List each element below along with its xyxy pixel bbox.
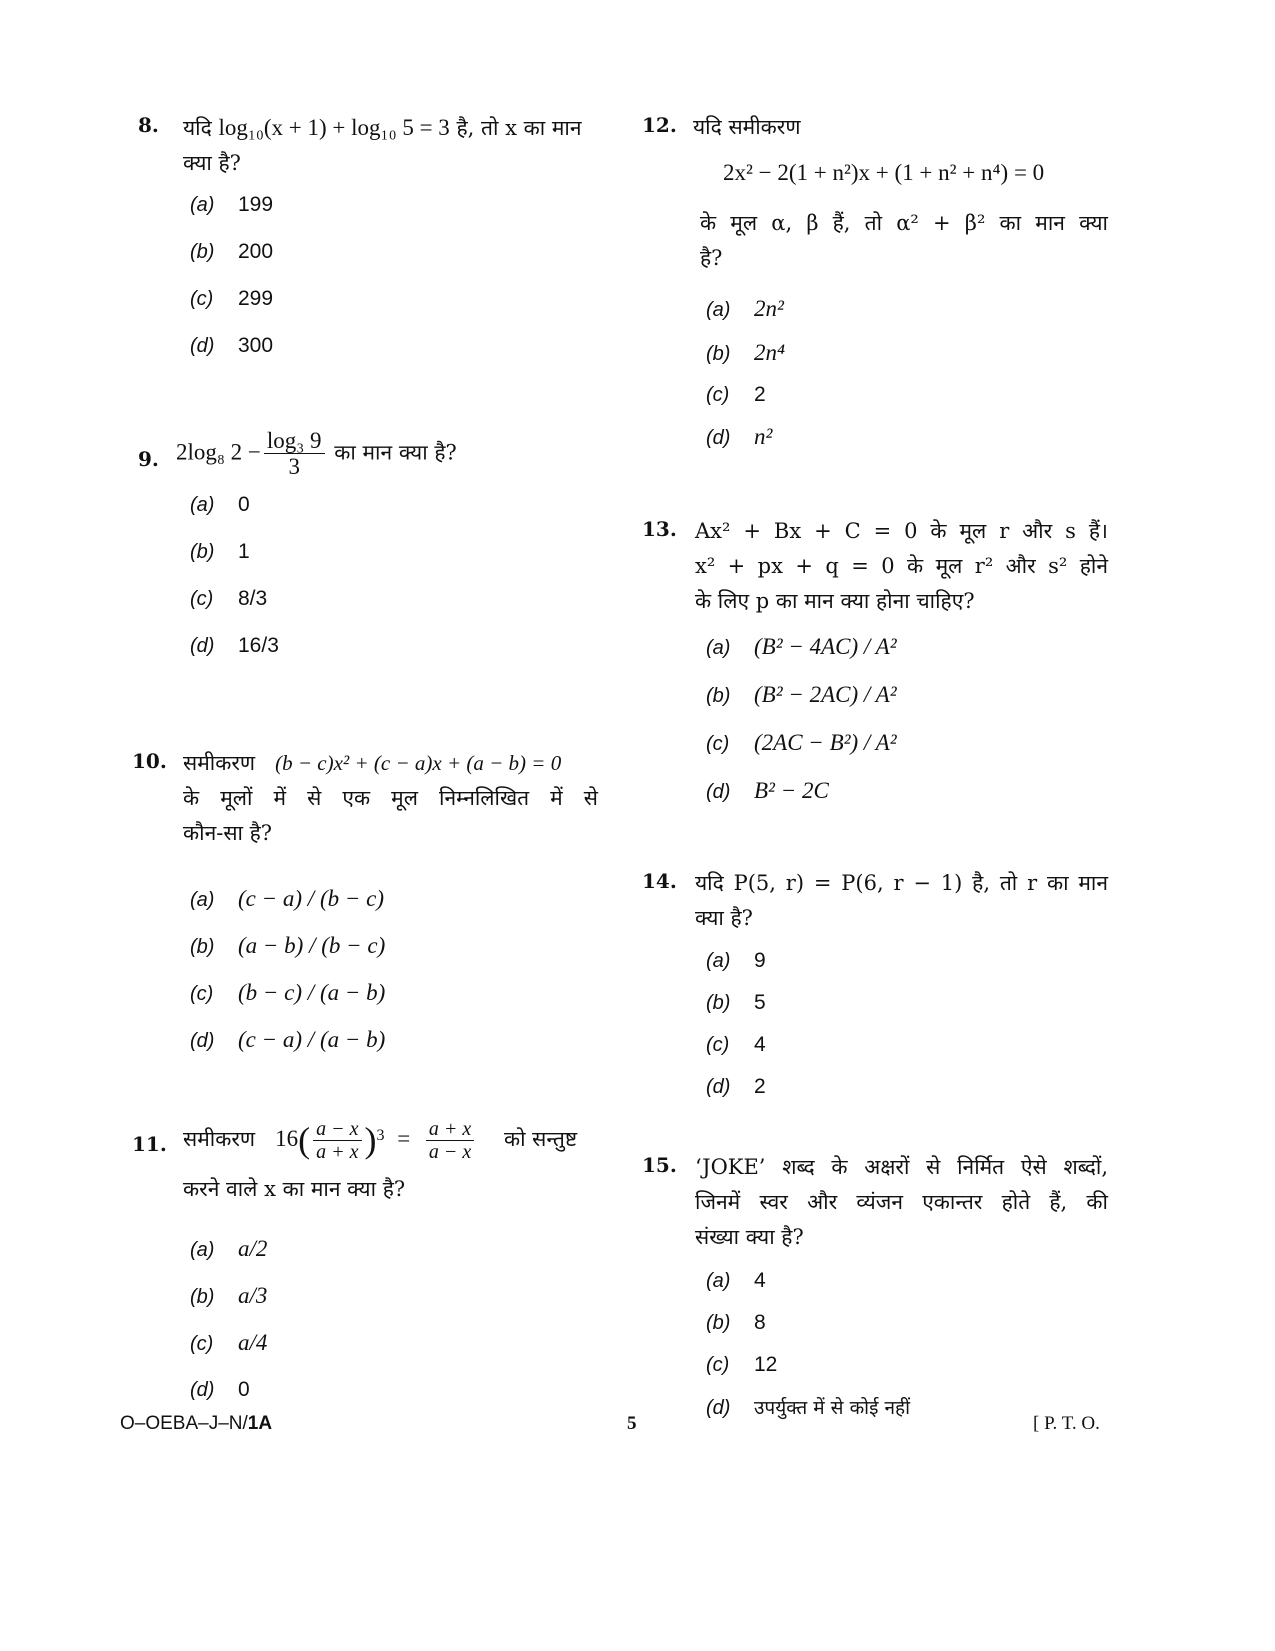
question-number: 9. xyxy=(138,447,159,471)
option-a[interactable]: (a) 4 xyxy=(706,1269,766,1292)
pto-label: [ P. T. O. xyxy=(1033,1413,1100,1434)
page-number: 5 xyxy=(627,1413,637,1434)
question-number: 14. xyxy=(642,869,677,893)
option-d[interactable]: (d) n² xyxy=(706,424,773,449)
question-text: समीकरण (b − c)x² + (c − a)x + (a − b) = 0 के मूलों में से एक मूल निम्नलिखित में से कौन-सा है? xyxy=(183,751,598,845)
question-text: यदि P(5, r) = P(6, r − 1) है, तो r का मान क्या है? xyxy=(695,871,1108,930)
option-b[interactable]: (b) (B² − 2AC) / A² xyxy=(706,682,897,707)
option-c[interactable]: (c) (b − c) / (a − b) xyxy=(190,980,386,1005)
option-a[interactable]: (a) (B² − 4AC) / A² xyxy=(706,634,897,659)
option-d[interactable]: (d) उपर्युक्त में से कोई नहीं xyxy=(706,1397,910,1419)
option-d[interactable]: (d) 300 xyxy=(190,334,274,357)
option-b[interactable]: (b) 5 xyxy=(706,991,766,1014)
question-math: (b − c)x² + (c − a)x + (a − b) = 0 xyxy=(275,751,562,775)
option-c[interactable]: (c) 4 xyxy=(706,1033,766,1056)
question-number: 15. xyxy=(642,1153,677,1177)
option-b[interactable]: (b) 8 xyxy=(706,1311,766,1334)
question-text: यदि log₁₀(x + 1) + log₁₀ 5 = 3 है, तो x का मान क्या है? xyxy=(183,115,582,175)
paper-code: O–OEBA–J–N/1A xyxy=(120,1413,273,1434)
fraction: $\frac{\text{log₃ 9}}{3}$ xyxy=(264,428,325,480)
option-b[interactable]: (b) 2n⁴ xyxy=(706,340,785,365)
question-equation: 2x² − 2(1 + n²)x + (1 + n² + n⁴) = 0 xyxy=(723,160,1045,185)
option-a[interactable]: (a) 2n² xyxy=(706,296,784,321)
question-number: 13. xyxy=(642,517,677,541)
question-number: 11. xyxy=(132,1132,167,1156)
question-math: log₁₀(x + 1) + log₁₀ 5 = 3 xyxy=(218,115,450,140)
option-a[interactable]: (a) 0 xyxy=(190,493,250,516)
option-d[interactable]: (d) 0 xyxy=(190,1378,250,1401)
option-a[interactable]: (a) a/2 xyxy=(190,1236,268,1261)
option-c[interactable]: (c) 8/3 xyxy=(190,587,268,610)
option-d[interactable]: (d) B² − 2C xyxy=(706,778,829,803)
option-d[interactable]: (d) 16/3 xyxy=(190,634,279,657)
question-text: 2log₈ 2 − $\frac{\text{log₃ 9}}{3}$ का मान क्या है? xyxy=(176,428,457,480)
option-a[interactable]: (a) 199 xyxy=(190,193,274,216)
question-number: 8. xyxy=(138,113,159,137)
option-c[interactable]: (c) (2AC − B²) / A² xyxy=(706,730,897,755)
option-d[interactable]: (d) 2 xyxy=(706,1075,766,1098)
option-a[interactable]: (a) 9 xyxy=(706,949,766,972)
option-c[interactable]: (c) 12 xyxy=(706,1353,778,1376)
fraction-right: $\frac{a + x}{a - x}$ xyxy=(426,1118,474,1163)
question-text: ‘JOKE’ शब्द के अक्षरों से निर्मित ऐसे शब्दों, जिनमें स्वर और व्यंजन एकान्तर होते हैं, की संख्या क्या है? xyxy=(695,1155,1108,1249)
fraction-left: $\frac{a - x}{a + x}$ xyxy=(313,1118,361,1163)
option-a[interactable]: (a) (c − a) / (b − c) xyxy=(190,886,384,911)
option-c[interactable]: (c) 299 xyxy=(190,287,274,310)
question-text-continued: के मूल α, β हैं, तो α² + β² का मान क्या है? xyxy=(700,211,1108,270)
question-math: 2log₈ 2 − xyxy=(176,439,261,465)
question-number: 10. xyxy=(132,749,167,773)
option-b[interactable]: (b) 200 xyxy=(190,240,274,263)
option-c[interactable]: (c) 2 xyxy=(706,383,766,406)
question-text: यदि समीकरण xyxy=(693,115,801,139)
option-d[interactable]: (d) (c − a) / (a − b) xyxy=(190,1027,386,1052)
question-text: समीकरण 16( $\frac{a - x}{a + x}$ )$^3$ = $\frac{a + x}{a - x}$ को सन्तुष्ट करने वाले x का मान क्या है? xyxy=(183,1118,578,1201)
question-number: 12. xyxy=(642,113,677,137)
option-b[interactable]: (b) 1 xyxy=(190,540,250,563)
option-b[interactable]: (b) (a − b) / (b − c) xyxy=(190,933,386,958)
option-b[interactable]: (b) a/3 xyxy=(190,1283,268,1308)
option-c[interactable]: (c) a/4 xyxy=(190,1330,268,1355)
question-text: Ax² + Bx + C = 0 के मूल r और s हैं। x² + px + q = 0 के मूल r² और s² होने के लिए p का मान क्या होना चाहिए? xyxy=(695,519,1108,613)
